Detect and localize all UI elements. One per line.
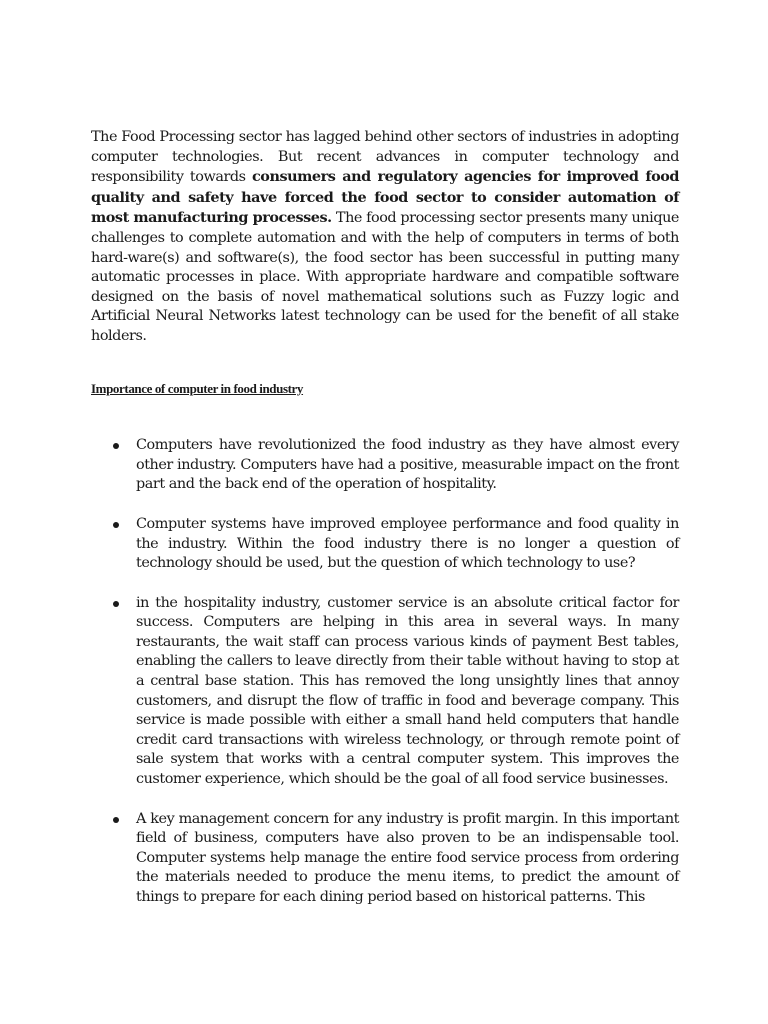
intro-paragraph [91, 128, 679, 347]
bullet-dot-icon [113, 817, 119, 823]
intro-text-end: The food processing sector presents many unique challenges to complete automation and with the help of computers in terms of both hard-ware(s) and software(s), the food sector has been successful in putting many automatic processes in place. With appropriate hardware and compatible software designed on the basis of novel mathematical solutions such as Fuzzy logic and Artificial Neural Networks latest technology can be used for the benefit of all stake holders. [91, 210, 679, 344]
intro-text-start: The Food Processing sector has lagged behind other sectors of industries in adopting computer technologies. But recent advances in computer technology and responsibility towards [91, 129, 679, 186]
intro-bold-text: consumers and regulatory agencies for improved food quality and safety have forced the food sector to consider automation of most manufacturing processes. [91, 168, 680, 227]
bullet-item [91, 515, 679, 574]
bullet-text: A key management concern for any industry is profit margin. In this important field of business, computers have also proven to be an indispensable tool. Computer systems help manage the entire food service process from ordering the materials needed to produce the menu items, to predict the amount of things to prepare for each dining period based on historical patterns. This [136, 810, 679, 905]
bullet-dot-icon [113, 601, 119, 607]
document-page [91, 128, 679, 928]
bullet-text: in the hospitality industry, customer service is an absolute critical factor for success. Computers are helping in this area in several ways. In many restaurants, the wait staff can process various kinds of payment Best tables, enabling the callers to leave directly from their table without having to stop at a central base station. This has removed the long unsightly lines that annoy customers, and disrupt the flow of traffic in food and beverage company. This service is made possible with either a small hand held computers that handle credit card transactions with wireless technology, or through remote point of sale system that works with a central computer system. This improves the customer experience, which should be the goal of all food service businesses. [136, 594, 679, 788]
bullet-list [91, 436, 679, 907]
bullet-item [91, 810, 679, 908]
bullet-item [91, 594, 679, 790]
bullet-dot-icon [113, 443, 119, 449]
bullet-item [91, 436, 679, 495]
bullet-dot-icon [113, 522, 119, 528]
bullet-text: Computer systems have improved employee performance and food quality in the industry. Within the food industry there is no longer a question of technology should be used, but the question of which technology to use? [136, 515, 679, 572]
bullet-text: Computers have revolutionized the food industry as they have almost every other industry. Computers have had a positive, measurable impact on the front part and the back end of the operation of hospitality. [136, 437, 679, 493]
section-heading: Importance of computer in food industry [91, 380, 304, 396]
